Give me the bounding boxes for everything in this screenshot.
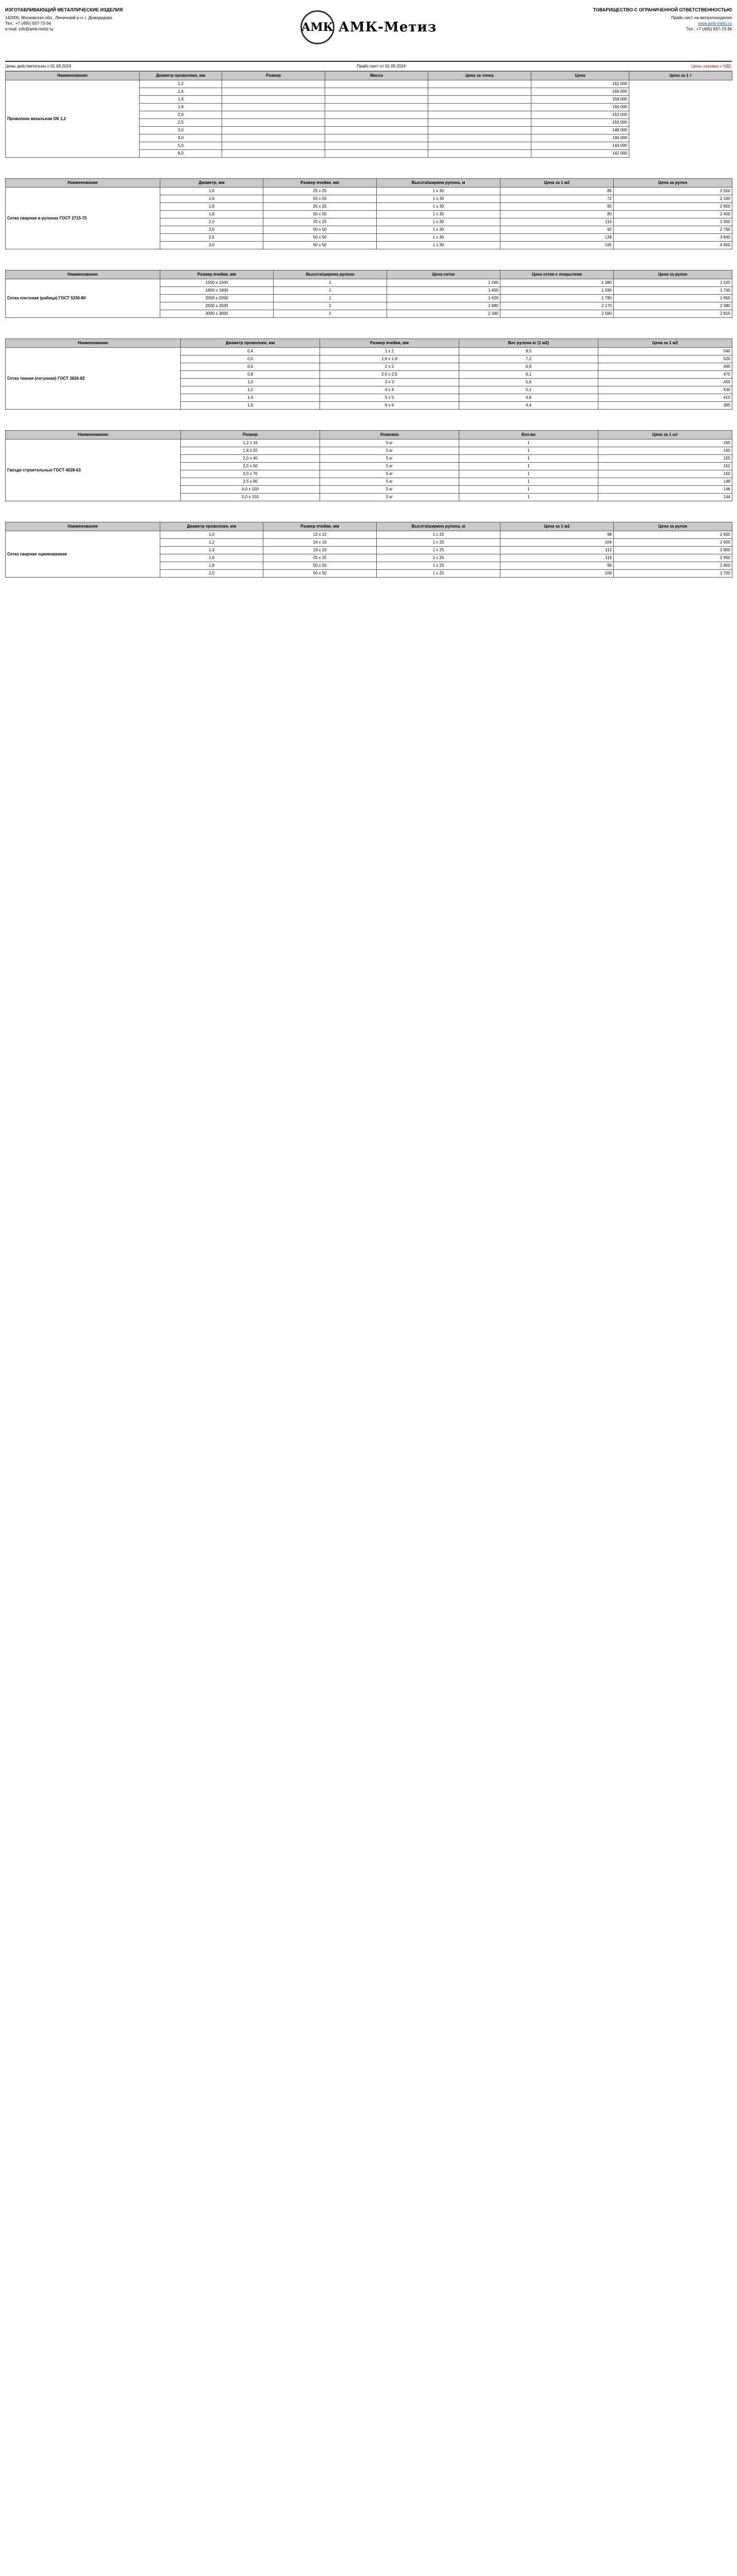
- col-header: Размер: [222, 72, 325, 80]
- table-cell: 155: [598, 455, 732, 463]
- col-header: Цена за 1 т: [629, 72, 732, 80]
- col-header: Размер ячейки, мм: [160, 270, 274, 279]
- header-left-title: ИЗГОТАВЛИВАЮЩИЙ МЕТАЛЛИЧЕСКИЕ ИЗДЕЛИЯ: [5, 7, 123, 12]
- col-header: Высота/ширина рулона, м: [377, 179, 500, 188]
- table-header: [6, 72, 732, 80]
- table-cell: 1 х 1: [320, 348, 459, 355]
- table-cell: 0,8: [181, 371, 320, 379]
- table-cell: [325, 104, 428, 111]
- table-row: [6, 188, 732, 195]
- table-cell: 25 х 25: [263, 203, 377, 211]
- table-cell: 2 560: [500, 310, 614, 318]
- logo-mark: АМК: [300, 10, 334, 44]
- table-cell: 5 кг: [320, 470, 459, 478]
- table-cell: [325, 96, 428, 104]
- table-cell: 2 850: [614, 203, 732, 211]
- table-cell: 4 х 4: [320, 386, 459, 394]
- table-cell: 1 740: [614, 287, 732, 295]
- table-cell: 2,0: [160, 570, 263, 578]
- table-cell: 3000 х 3000: [160, 310, 274, 318]
- table-cell: 5,1: [459, 386, 598, 394]
- col-header: Цена за 1 м2: [598, 339, 732, 348]
- table-cell: 50 х 50: [263, 562, 377, 570]
- table-cell: [428, 127, 531, 134]
- col-header: Цена: [531, 72, 629, 80]
- table-cell: 19 х 19: [263, 547, 377, 554]
- table-cell: 3 х 3: [320, 379, 459, 386]
- table-cell: 1,2: [160, 539, 263, 547]
- table-cell: [325, 127, 428, 134]
- table-cell: 1 590: [500, 287, 614, 295]
- table-cell: 1,6 х 1,6: [320, 355, 459, 363]
- page-header: [5, 0, 732, 62]
- col-header: Масса: [325, 72, 428, 80]
- product-name: Сетка сварная в рулонах ГОСТ 2715-75: [6, 188, 160, 249]
- table-cell: 1,6: [181, 402, 320, 410]
- col-header: Диаметр проволоки, мм: [160, 522, 263, 531]
- col-header: Наименование: [6, 522, 160, 531]
- table-cell: 1: [459, 439, 598, 447]
- table-cell: 2,5: [140, 119, 222, 127]
- col-header: Размер: [181, 431, 320, 439]
- table-cell: [222, 88, 325, 96]
- table-cell: 160 000: [531, 88, 629, 96]
- table-cell: 4 950: [614, 242, 732, 249]
- price-table-4: [5, 338, 732, 410]
- table-cell: 1,8: [160, 562, 263, 570]
- product-name: Сетка плетеная (рабица) ГОСТ 5336-80: [6, 279, 160, 318]
- table-cell: 5 кг: [320, 455, 459, 463]
- col-header: Цена за рулон: [614, 522, 732, 531]
- table-header: [6, 179, 732, 188]
- table-cell: 1 х 30: [377, 203, 500, 211]
- table-cell: [428, 111, 531, 119]
- table-header: [6, 522, 732, 531]
- table-cell: 2 550: [614, 188, 732, 195]
- table-row: [6, 531, 732, 539]
- price-table-6: [5, 522, 732, 578]
- table-cell: 540: [598, 348, 732, 355]
- table-cell: 152 000: [531, 111, 629, 119]
- table-cell: 3,0 х 70: [181, 470, 320, 478]
- table-cell: [325, 80, 428, 88]
- price-table-2: [5, 178, 732, 249]
- table-cell: 2,5 х 50: [181, 463, 320, 470]
- table-cell: 5 кг: [320, 494, 459, 501]
- table-cell: 2 160: [614, 195, 732, 203]
- col-header: Размер ячейки, мм: [263, 179, 377, 188]
- table-cell: 2 170: [500, 302, 614, 310]
- table-cell: [428, 80, 531, 88]
- table-cell: 1 х 25: [377, 554, 500, 562]
- table-cell: 3 300: [614, 218, 732, 226]
- col-header: Цена за тонну: [428, 72, 531, 80]
- table-cell: [428, 150, 531, 158]
- table-cell: 3 840: [614, 234, 732, 242]
- table-cell: 1: [274, 310, 387, 318]
- table-cell: 1500 х 1500: [160, 279, 274, 287]
- table-cell: 1 780: [500, 295, 614, 302]
- table-cell: [222, 80, 325, 88]
- price-table-3: [5, 270, 732, 318]
- table-cell: 5 х 5: [320, 394, 459, 402]
- table-cell: [428, 134, 531, 142]
- table-cell: 1 х 25: [377, 570, 500, 578]
- notice-center: Прайс-лист от 01.09.2024: [357, 64, 406, 69]
- table-cell: [222, 119, 325, 127]
- table-cell: 1: [459, 478, 598, 486]
- table-cell: [222, 111, 325, 119]
- table-cell: 2500 х 2500: [160, 302, 274, 310]
- table-cell: 50 х 50: [263, 211, 377, 218]
- table-cell: 1 х 30: [377, 211, 500, 218]
- table-cell: 150: [598, 470, 732, 478]
- table-cell: 2,0: [160, 226, 263, 234]
- table-cell: 1 620: [387, 295, 500, 302]
- company-logo: [300, 10, 437, 44]
- col-header: Наименование: [6, 431, 181, 439]
- table-cell: 1 х 25: [377, 539, 500, 547]
- table-cell: 450: [598, 379, 732, 386]
- table-cell: 430: [598, 386, 732, 394]
- table-cell: [222, 127, 325, 134]
- table-cell: 8,5: [459, 348, 598, 355]
- table-cell: 1 980: [387, 302, 500, 310]
- website-link[interactable]: www.amk-metiz.ru: [698, 21, 732, 26]
- header-left-line: 142000, Московская обл., Ленинский р-н, г. Домодедово: [5, 15, 112, 20]
- table-cell: 2 810: [614, 310, 732, 318]
- table-cell: [222, 142, 325, 150]
- table-cell: 92: [500, 226, 614, 234]
- table-cell: 1,8: [160, 211, 263, 218]
- product-name: Сетка сварная оцинкованная: [6, 531, 160, 578]
- table-cell: 25 х 25: [263, 188, 377, 195]
- table-cell: 1 260: [387, 279, 500, 287]
- table-row: [6, 348, 732, 355]
- col-header: Упаковка: [320, 431, 459, 439]
- table-cell: 2 600: [614, 539, 732, 547]
- table-cell: 1,6 х 25: [181, 447, 320, 455]
- table-cell: [222, 104, 325, 111]
- table-cell: 6 х 6: [320, 402, 459, 410]
- col-header: Размер ячейки, мм: [263, 522, 377, 531]
- table-cell: 1: [459, 447, 598, 455]
- col-header: Наименование: [6, 339, 181, 348]
- table-cell: 2,5: [160, 234, 263, 242]
- table-cell: 5,0 х 150: [181, 494, 320, 501]
- table-cell: [428, 96, 531, 104]
- table-cell: 2 950: [614, 554, 732, 562]
- table-cell: 152: [598, 463, 732, 470]
- header-right-line: Прайс-лист на металлоизделия: [671, 15, 732, 20]
- table-row: [6, 439, 732, 447]
- product-name: Сетка тканая (латунная) ГОСТ 3826-82: [6, 348, 181, 410]
- table-cell: [325, 119, 428, 127]
- table-cell: 50 х 50: [263, 570, 377, 578]
- header-right-title: ТОВАРИЩЕСТВО С ОГРАНИЧЕННОЙ ОТВЕТСТВЕННОСТЬЮ: [593, 7, 732, 12]
- table-cell: 2,0 х 40: [181, 455, 320, 463]
- table-cell: 1,6: [160, 195, 263, 203]
- header-left-line: Тел.: +7 (495) 937-73-34: [5, 21, 51, 26]
- table-cell: 520: [598, 355, 732, 363]
- col-header: Цена за 1 м2: [500, 179, 614, 188]
- table-cell: [222, 134, 325, 142]
- product-name: Проволока вязальная ОК 1,2: [6, 80, 140, 158]
- col-header: Наименование: [6, 179, 160, 188]
- table-cell: 2 400: [614, 562, 732, 570]
- price-table-5: [5, 430, 732, 501]
- table-cell: 144 000: [531, 142, 629, 150]
- table-cell: 5 кг: [320, 439, 459, 447]
- table-cell: 16 х 16: [263, 539, 377, 547]
- col-header: Размер ячейки, мм: [320, 339, 459, 348]
- table-cell: 1: [274, 287, 387, 295]
- table-cell: 0,5: [181, 355, 320, 363]
- col-header: Диаметр проволоки, мм: [181, 339, 320, 348]
- col-header: Высота/ширина рулона: [274, 270, 387, 279]
- table-cell: 1,8: [140, 104, 222, 111]
- col-header: Диаметр, мм: [160, 179, 263, 188]
- table-cell: 1 х 30: [377, 218, 500, 226]
- table-cell: [428, 88, 531, 96]
- table-cell: 144: [598, 494, 732, 501]
- table-cell: 1,6: [160, 554, 263, 562]
- table-cell: 110: [500, 218, 614, 226]
- table-cell: 142 000: [531, 150, 629, 158]
- table-cell: 1 х 30: [377, 242, 500, 249]
- table-cell: 1,4: [140, 88, 222, 96]
- col-header: Наименование: [6, 270, 160, 279]
- table-cell: 148 000: [531, 127, 629, 134]
- table-cell: 470: [598, 371, 732, 379]
- table-cell: 4,0 х 100: [181, 486, 320, 494]
- table-cell: 158 000: [531, 96, 629, 104]
- table-cell: 50 х 50: [263, 226, 377, 234]
- table-cell: 4,8: [459, 394, 598, 402]
- table-cell: 1 х 25: [377, 547, 500, 554]
- table-cell: 2 700: [614, 570, 732, 578]
- table-cell: 72: [500, 195, 614, 203]
- table-cell: 96: [500, 562, 614, 570]
- table-cell: 156 000: [531, 104, 629, 111]
- table-cell: 5 кг: [320, 463, 459, 470]
- table-cell: 160: [598, 447, 732, 455]
- table-cell: 128: [500, 234, 614, 242]
- table-cell: 1,2 х 16: [181, 439, 320, 447]
- table-cell: 0,6: [181, 363, 320, 371]
- table-cell: 0,4: [181, 348, 320, 355]
- table-cell: 112: [500, 547, 614, 554]
- table-cell: 162 000: [531, 80, 629, 88]
- table-cell: 2000 х 2000: [160, 295, 274, 302]
- table-cell: 5 кг: [320, 478, 459, 486]
- table-cell: 50 х 50: [263, 195, 377, 203]
- table-cell: 410: [598, 394, 732, 402]
- table-cell: 25 х 25: [263, 218, 377, 226]
- table-cell: 2 х 2: [320, 363, 459, 371]
- table-cell: 104: [500, 539, 614, 547]
- table-cell: 2,0: [160, 218, 263, 226]
- table-cell: [325, 111, 428, 119]
- table-header: [6, 431, 732, 439]
- col-header: Вес рулона кг (1 м2): [459, 339, 598, 348]
- col-header: Цена сетки: [387, 270, 500, 279]
- table-cell: 6,8: [459, 363, 598, 371]
- table-cell: 1: [459, 455, 598, 463]
- table-cell: 1 х 25: [377, 531, 500, 539]
- table-cell: 1 950: [614, 295, 732, 302]
- table-cell: 5,0: [140, 142, 222, 150]
- table-cell: 4,0: [140, 134, 222, 142]
- header-left: [5, 7, 247, 32]
- table-cell: 146 000: [531, 134, 629, 142]
- col-header: Цена за 1 шт: [598, 431, 732, 439]
- table-cell: 1 520: [614, 279, 732, 287]
- col-header: Цена за 1 м2: [500, 522, 614, 531]
- table-cell: 2 340: [387, 310, 500, 318]
- table-cell: 5 кг: [320, 486, 459, 494]
- price-list-page: [5, 0, 732, 578]
- table-cell: [428, 104, 531, 111]
- table-cell: 3,0: [160, 242, 263, 249]
- table-cell: [325, 150, 428, 158]
- table-cell: 165: [598, 439, 732, 447]
- table-cell: [428, 142, 531, 150]
- table-cell: 25 х 25: [263, 554, 377, 562]
- table-cell: 1: [274, 279, 387, 287]
- table-cell: 1 450: [387, 287, 500, 295]
- header-left-line: e-mail: info@amk-metiz.ru: [5, 27, 54, 31]
- table-cell: 1 х 25: [377, 562, 500, 570]
- table-cell: 2 380: [614, 302, 732, 310]
- table-cell: 85: [500, 188, 614, 195]
- table-cell: 1800 х 1800: [160, 287, 274, 295]
- table-cell: [428, 119, 531, 127]
- table-cell: 1: [274, 295, 387, 302]
- col-header: Кол-во: [459, 431, 598, 439]
- table-cell: 1,0: [160, 531, 263, 539]
- notice-right: Цены указаны с НДС: [691, 64, 732, 69]
- table-cell: 1: [459, 494, 598, 501]
- table-cell: 1 х 30: [377, 234, 500, 242]
- notice-bar: [5, 62, 732, 71]
- table-cell: 1 х 30: [377, 195, 500, 203]
- table-cell: 118: [500, 554, 614, 562]
- col-header: Высота/ширина рулона, м: [377, 522, 500, 531]
- table-cell: 495: [598, 363, 732, 371]
- col-header: Цена сетки с покрытием: [500, 270, 614, 279]
- table-cell: 1,2: [140, 80, 222, 88]
- table-cell: 1,4: [160, 547, 263, 554]
- table-cell: 98: [500, 531, 614, 539]
- table-cell: 7,2: [459, 355, 598, 363]
- table-cell: 3,5 х 90: [181, 478, 320, 486]
- price-table-1: [5, 71, 732, 158]
- table-row: [6, 80, 732, 88]
- table-cell: 1: [459, 486, 598, 494]
- table-cell: 1,6: [140, 96, 222, 104]
- table-cell: 150 000: [531, 119, 629, 127]
- table-cell: 2,5 х 2,5: [320, 371, 459, 379]
- notice-left: Цены действительны с 01.09.2024: [5, 64, 71, 69]
- table-cell: 50 х 50: [263, 234, 377, 242]
- table-cell: 2 760: [614, 226, 732, 234]
- table-cell: [222, 150, 325, 158]
- header-right: [490, 7, 732, 32]
- table-cell: 1,8: [160, 203, 263, 211]
- col-header: Наименование: [6, 72, 140, 80]
- table-cell: 1,0: [181, 379, 320, 386]
- table-cell: 165: [500, 242, 614, 249]
- table-cell: 1: [459, 470, 598, 478]
- table-cell: 80: [500, 211, 614, 218]
- table-cell: 12 х 12: [263, 531, 377, 539]
- col-header: Диаметр проволоки, мм: [140, 72, 222, 80]
- table-cell: 2 400: [614, 211, 732, 218]
- table-cell: 5,6: [459, 379, 598, 386]
- table-cell: 395: [598, 402, 732, 410]
- table-cell: [222, 96, 325, 104]
- table-cell: 6,0: [140, 150, 222, 158]
- table-row: [6, 279, 732, 287]
- table-header: [6, 339, 732, 348]
- table-cell: 5 кг: [320, 447, 459, 455]
- table-header: [6, 270, 732, 279]
- product-name: Гвозди строительные ГОСТ 4028-63: [6, 439, 181, 501]
- table-cell: 148: [598, 478, 732, 486]
- table-cell: 1 х 30: [377, 226, 500, 234]
- table-cell: 1: [274, 302, 387, 310]
- table-cell: 1: [459, 463, 598, 470]
- table-cell: 4,4: [459, 402, 598, 410]
- table-cell: 6,1: [459, 371, 598, 379]
- table-cell: 1 380: [500, 279, 614, 287]
- table-cell: 3,0: [140, 127, 222, 134]
- table-cell: 2,0: [140, 111, 222, 119]
- table-cell: 1 х 30: [377, 188, 500, 195]
- table-cell: 2 800: [614, 547, 732, 554]
- header-right-line: Тел.: +7 (495) 937-73-34: [686, 27, 732, 31]
- table-cell: 50 х 50: [263, 242, 377, 249]
- table-cell: 146: [598, 486, 732, 494]
- table-cell: [325, 142, 428, 150]
- table-cell: 2 450: [614, 531, 732, 539]
- table-cell: 1,4: [181, 394, 320, 402]
- col-header: Цена за рулон: [614, 270, 732, 279]
- table-cell: 1,2: [181, 386, 320, 394]
- table-cell: [325, 134, 428, 142]
- table-cell: [325, 88, 428, 96]
- logo-text: АМК-Метиз: [338, 20, 437, 35]
- table-cell: 1,6: [160, 188, 263, 195]
- col-header: Цена за рулон: [614, 179, 732, 188]
- table-cell: 108: [500, 570, 614, 578]
- table-cell: 95: [500, 203, 614, 211]
